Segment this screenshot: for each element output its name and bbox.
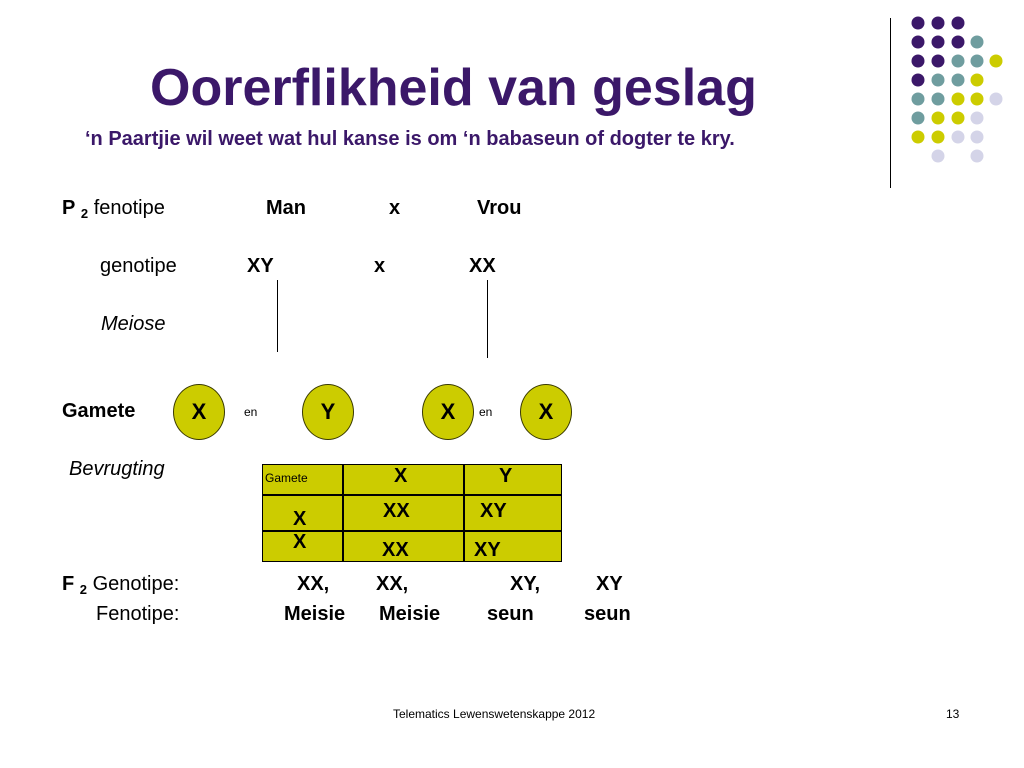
grid-cell-xy-2: XY (474, 539, 501, 561)
dot (932, 93, 945, 106)
gamete-label: Gamete (62, 400, 136, 422)
dot (971, 74, 984, 87)
grid-line-h2 (263, 530, 561, 532)
dot-row-8 (932, 150, 984, 163)
grid-col-header-x: X (394, 465, 408, 487)
dot (912, 36, 925, 49)
p2-genotipe-label: genotipe (100, 255, 177, 277)
p2-label (62, 197, 165, 221)
grid-line-h1 (263, 494, 561, 496)
grid-cell-xx-1: XX (383, 500, 410, 522)
p2-subscript: 2 (80, 206, 89, 221)
dot (952, 55, 965, 68)
dot (952, 131, 965, 144)
dot-row-1 (912, 17, 965, 30)
dot-row-2 (912, 36, 984, 49)
dot (912, 131, 925, 144)
dot (932, 131, 945, 144)
dot (912, 17, 925, 30)
footer-text: Telematics Lewenswetenskappe 2012 (393, 707, 596, 721)
dot (912, 74, 925, 87)
dot (971, 131, 984, 144)
grid-line-v2 (463, 465, 465, 561)
f2-fenotipe-label: Fenotipe: (96, 603, 180, 625)
dot (912, 93, 925, 106)
dot (952, 36, 965, 49)
grid-line-v1 (342, 465, 344, 561)
p2-cross-2: x (374, 255, 386, 277)
p2-genotype-father: XY (247, 255, 274, 277)
grid-cell-xx-2: XX (382, 539, 409, 561)
p2-letter: P (62, 197, 76, 219)
dot (932, 150, 945, 163)
grid-col-header-y: Y (499, 465, 513, 487)
gamete-circle-x-1: X (173, 384, 225, 440)
f2-genotype-2: XX, (376, 573, 409, 595)
gamete-circle-x-2: X (422, 384, 474, 440)
dot (971, 36, 984, 49)
bevrugting-label: Bevrugting (69, 458, 165, 480)
p2-fenotipe-label: fenotipe (93, 197, 165, 219)
dot (932, 112, 945, 125)
gamete-en-1: en (244, 405, 258, 419)
meiosis-line-left (277, 280, 278, 352)
grid-header-gamete: Gamete (265, 471, 308, 485)
dot (952, 93, 965, 106)
meiosis-line-right (487, 280, 488, 358)
f2-phenotype-1: Meisie (284, 603, 346, 625)
gamete-circle-y: Y (302, 384, 354, 440)
f2-genotipe-label: Genotipe: (92, 573, 180, 595)
gamete-circle-x-3: X (520, 384, 572, 440)
punnett-square (262, 464, 562, 562)
dot (932, 74, 945, 87)
f2-phenotype-2: Meisie (379, 603, 441, 625)
f2-phenotype-3: seun (487, 603, 534, 625)
p2-man: Man (266, 197, 306, 219)
dot (932, 36, 945, 49)
p2-genotype-mother: XX (469, 255, 496, 277)
f2-genotype-1: XX, (297, 573, 330, 595)
dot-row-3 (912, 55, 1003, 68)
grid-row-header-x-1: X (293, 508, 307, 530)
f2-letter: F (62, 573, 75, 595)
dot (971, 112, 984, 125)
slide-title: Oorerflikheid van geslag (150, 59, 757, 117)
f2-phenotype-4: seun (584, 603, 631, 625)
dot-row-4 (912, 74, 984, 87)
dot (971, 55, 984, 68)
dot-row-5 (912, 93, 1003, 106)
dot-row-6 (912, 112, 984, 125)
dot (952, 74, 965, 87)
dot (990, 93, 1003, 106)
dot (912, 112, 925, 125)
dot (990, 55, 1003, 68)
f2-genotype-4: XY (596, 573, 623, 595)
slide-number: 13 (946, 707, 960, 721)
dot (952, 112, 965, 125)
dot (932, 17, 945, 30)
f2-label (62, 573, 179, 597)
grid-cell-xy-1: XY (480, 500, 507, 522)
dot-row-7 (912, 131, 984, 144)
decorative-dot-grid (0, 0, 1024, 200)
p2-vrou: Vrou (477, 197, 522, 219)
dot (952, 17, 965, 30)
f2-genotype-3: XY, (510, 573, 541, 595)
slide-subtitle: ‘n Paartjie wil weet wat hul kanse is om ‘n babaseun of dogter te kry. (85, 128, 735, 150)
gamete-en-2: en (479, 405, 493, 419)
meiose-label: Meiose (101, 313, 166, 335)
f2-subscript: 2 (79, 582, 88, 597)
p2-cross-1: x (389, 197, 401, 219)
dot (912, 55, 925, 68)
dot (932, 55, 945, 68)
dot (971, 93, 984, 106)
dot (971, 150, 984, 163)
grid-row-header-x-2: X (293, 531, 307, 553)
